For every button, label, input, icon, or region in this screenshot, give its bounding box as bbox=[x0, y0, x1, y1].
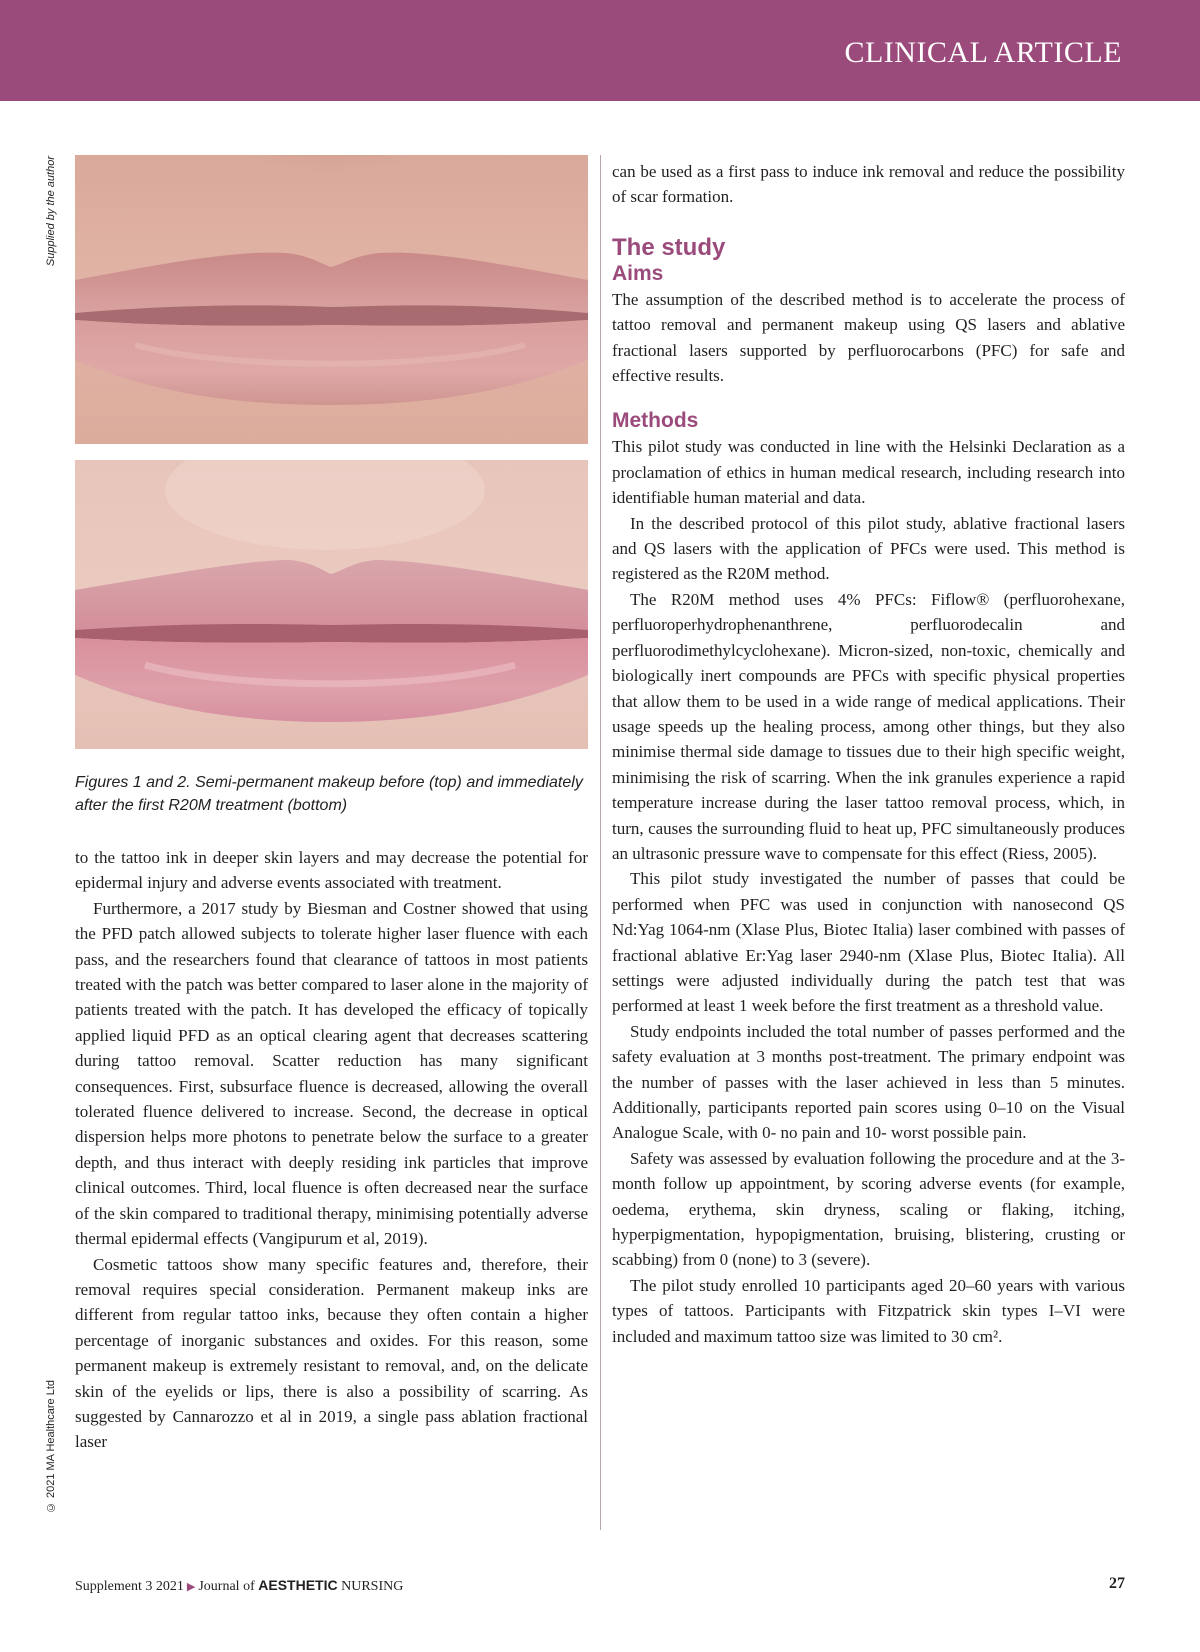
body-paragraph: In the described protocol of this pilot study, ablative fractional lasers and QS lasers with the application of PFCs were used. This method is registered as the R20M method. bbox=[612, 513, 1125, 584]
body-paragraph: The R20M method uses 4% PFCs: Fiflow® (perfluorohexane, perfluoroperhydrophenanthrene, perfluorodecalin and perfluorodimethylcyclohexane). Micron-sized, non-toxic, chemically and biologically inert compounds are PFCs with specific physical properties that allow them to be used in a wide range of medical applications. Their usage speeds up the healing process, among other things, but they also minimise thermal side damage to tissues due to their high specific weight, minimising the risk of scarring. When the ink granules experience a rapid temperature increase during the laser tattoo removal process, which, in turn, causes the surrounding fluid to heat up, PFC simultaneously produces an ultrasonic pressure wave to compensate for this effect (Riess, 2005). bbox=[612, 589, 1125, 863]
header-band bbox=[0, 0, 1200, 101]
journal-suffix: NURSING bbox=[341, 1579, 404, 1594]
body-paragraph: Safety was assessed by evaluation following the procedure and at the 3-month follow up appointment, by scoring adverse events (for example, oedema, erythema, skin dryness, scaling or flaking, itching, hyperpigmentation, hypopigmentation, bruising, blistering, crusting or scabbing) from 0 (none) to 3 (severe). bbox=[612, 1148, 1125, 1270]
body-paragraph: Study endpoints included the total number of passes performed and the safety evaluation at 3 months post-treatment. The primary endpoint was the number of passes with the laser achieved in less than 5 minutes. Additionally, participants reported pain scores using 0–10 on the Visual Analogue Scale, with 0- no pain and 10- worst possible pain. bbox=[612, 1021, 1125, 1143]
body-paragraph: The assumption of the described method is to accelerate the process of tattoo removal and permanent makeup using QS lasers and ablative fractional lasers supported by perfluorocarbons (PFC) for safe and effective results. bbox=[612, 289, 1125, 386]
body-paragraph: This pilot study investigated the number of passes that could be performed when PFC was used in conjunction with nanosecond QS Nd:Yag 1064-nm (Xlase Plus, Biotec Italia) laser combined with passes of fractional ablative Er:Yag laser 2940-nm (Xlase Plus, Biotec Italia). All settings were adjusted individually during the patch test that was performed at least 1 week before the first treatment as a threshold value. bbox=[612, 869, 1125, 1016]
body-paragraph: This pilot study was conducted in line with the Helsinki Declaration as a proclamation of ethics in human medical research, including research into identifiable human material and data. bbox=[612, 437, 1125, 508]
body-paragraph: Cosmetic tattoos show many specific features and, therefore, their removal requires special consideration. Permanent makeup inks are different from regular tattoo inks, because they often contain a higher percentage of inorganic substances and oxides. For this reason, some permanent makeup is extremely resistant to removal, and, on the delicate skin of the eyelids or lips, there is also a possibility of scarring. As suggested by Cannarozzo et al in 2019, a single pass ablation fractional laser bbox=[75, 1254, 588, 1452]
figure-2-lips-after bbox=[75, 460, 588, 749]
section-heading: The study bbox=[612, 233, 726, 261]
photo-credit: Supplied by the author bbox=[45, 156, 57, 267]
figure-caption: Figures 1 and 2. Semi-permanent makeup before (top) and immediately after the first R20M treatment (bottom) bbox=[75, 774, 583, 814]
aims-heading: Aims bbox=[612, 261, 664, 285]
copyright-notice: © 2021 MA Healthcare Ltd bbox=[45, 1380, 57, 1514]
figure-1-lips-before bbox=[75, 155, 588, 444]
page-footer bbox=[75, 1577, 1125, 1597]
body-paragraph: The pilot study enrolled 10 participants aged 20–60 years with various types of tattoos. Participants with Fitzpatrick skin types I–VI were included and maximum tattoo size was limited to 30 cm². bbox=[612, 1275, 1125, 1346]
journal-name-bold: AESTHETIC bbox=[258, 1577, 338, 1593]
methods-heading: Methods bbox=[612, 409, 699, 433]
right-column bbox=[612, 159, 1125, 1349]
journal-prefix: Journal of bbox=[198, 1579, 255, 1594]
left-column bbox=[75, 845, 588, 1455]
section-title: CLINICAL ARTICLE bbox=[844, 36, 1122, 69]
body-paragraph: to the tattoo ink in deeper skin layers and may decrease the potential for epidermal injury and adverse events associated with treatment. bbox=[75, 848, 588, 893]
column-divider bbox=[600, 155, 601, 1530]
body-paragraph: can be used as a first pass to induce ink removal and reduce the possibility of scar formation. bbox=[612, 162, 1125, 207]
triangle-arrow-icon: ▶ bbox=[186, 1581, 196, 1593]
supplement-label: Supplement 3 2021 bbox=[75, 1579, 184, 1594]
body-paragraph: Furthermore, a 2017 study by Biesman and Costner showed that using the PFD patch allowed subjects to tolerate higher laser fluence with each pass, and the researchers found that clearance of tattoos in most patients treated with the patch was better compared to laser alone in the majority of patients treated with the patch. It has developed the efficacy of topically applied liquid PFD as an optical clearing agent that decreases scattering during tattoo removal. Scatter reduction has many significant consequences. First, subsurface fluence is decreased, allowing the overall tolerated fluence delivered to increase. Second, the decrease in optical dispersion helps more photons to penetrate below the surface to a greater depth, and thus interact with deeply residing ink particles that improve clinical outcomes. Third, local fluence is often decreased near the surface of the skin compared to traditional therapy, minimising potentially adverse thermal epidermal effects (Vangipurum et al, 2019). bbox=[75, 898, 588, 1249]
footer-journal-line bbox=[75, 1577, 403, 1595]
page-number: 27 bbox=[1109, 1575, 1125, 1592]
